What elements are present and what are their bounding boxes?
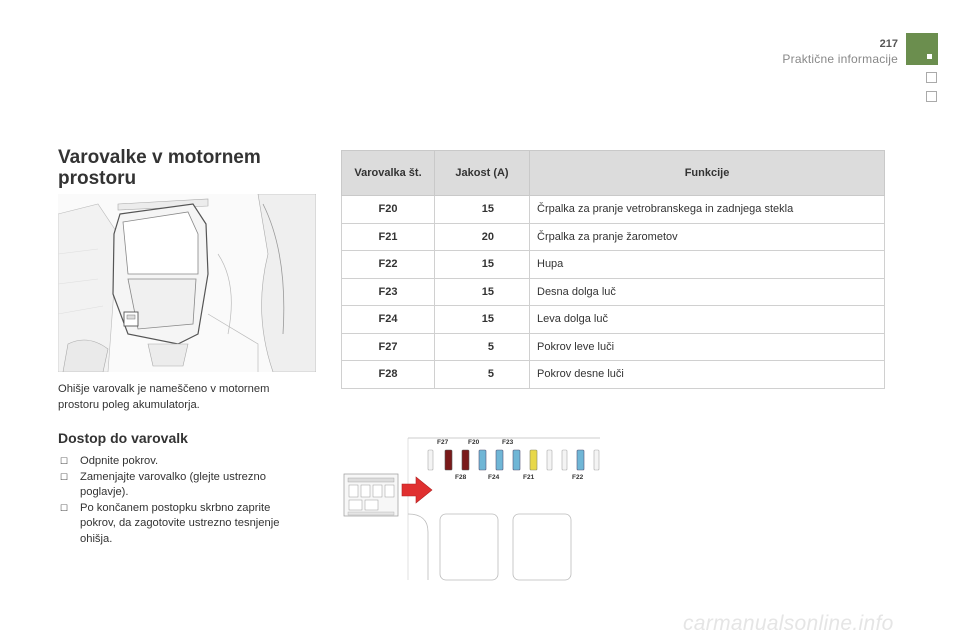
- section-title: Praktične informacije: [782, 52, 898, 66]
- fuse-label: F21: [523, 474, 535, 481]
- table-row: [342, 333, 885, 361]
- steps-list: [58, 454, 308, 547]
- fuse-number: F28: [342, 361, 435, 389]
- table-row: [342, 251, 885, 279]
- fuse-amperage: 5: [435, 333, 530, 361]
- column-header-functions: Funkcije: [530, 151, 885, 196]
- table-row: [342, 223, 885, 251]
- fuse-number: F24: [342, 306, 435, 334]
- fuse-function: Pokrov desne luči: [530, 361, 885, 389]
- fuse-f23: [513, 450, 520, 470]
- fuse-function: Črpalka za pranje žarometov: [530, 223, 885, 251]
- fuse-layout-diagram: [342, 432, 604, 584]
- fuse-f21: [530, 450, 537, 470]
- table-row: [342, 361, 885, 389]
- checkbox-bullet-icon: ☐: [60, 502, 69, 513]
- fuse-label: F27: [437, 439, 449, 446]
- page-title: Varovalke v motornem prostoru: [58, 147, 261, 189]
- intro-text: Ohišje varovalk je nameščeno v motornem prostoru poleg akumulatorja.: [58, 383, 270, 411]
- fuse-slot: [562, 450, 567, 470]
- column-header-amperage: Jakost (A): [435, 151, 530, 196]
- list-item: [58, 470, 308, 501]
- column-header-fuse: Varovalka št.: [342, 151, 435, 196]
- fuse-f27: [445, 450, 452, 470]
- fuse-amperage: 5: [435, 361, 530, 389]
- section-tab-active[interactable]: [906, 33, 938, 65]
- step-text: Po končanem postopku skrbno zaprite pokrov, da zagotovite ustrezno tesnjenje ohišja.: [80, 501, 280, 545]
- fuse-function: Desna dolga luč: [530, 278, 885, 306]
- list-item: [58, 454, 308, 470]
- fuse-slot: [547, 450, 552, 470]
- section-tab[interactable]: [926, 91, 937, 102]
- fuse-number: F20: [342, 196, 435, 224]
- fuse-function: Hupa: [530, 251, 885, 279]
- checkbox-bullet-icon: ☐: [60, 456, 69, 466]
- fuse-f24: [496, 450, 503, 470]
- step-text: Odpnite pokrov.: [80, 455, 159, 467]
- watermark: carmanualsonline.info: [683, 612, 894, 635]
- fuse-label: F28: [455, 474, 467, 481]
- table-row: [342, 278, 885, 306]
- fuse-f28: [462, 450, 469, 470]
- fuse-number: F22: [342, 251, 435, 279]
- page-number: 217: [879, 38, 898, 50]
- fusebox-overview-icon: [344, 474, 398, 516]
- fuse-amperage: 15: [435, 306, 530, 334]
- fuse-f20: [479, 450, 486, 470]
- fuse-number: F27: [342, 333, 435, 361]
- fuse-slot: [594, 450, 599, 470]
- list-item: [58, 501, 308, 548]
- fuse-amperage: 15: [435, 196, 530, 224]
- fuse-label: F20: [468, 439, 480, 446]
- table-row: [342, 306, 885, 334]
- tab-marker-icon: [927, 54, 932, 59]
- step-text: Zamenjajte varovalko (glejte ustrezno poglavje).: [80, 470, 266, 498]
- fuse-label: F24: [488, 474, 500, 481]
- fuse-slot: [428, 450, 433, 470]
- fuse-amperage: 15: [435, 251, 530, 279]
- fuse-f22: [577, 450, 584, 470]
- section-subtitle: Dostop do varovalk: [58, 430, 188, 446]
- fuse-number: F21: [342, 223, 435, 251]
- fuse-label: F23: [502, 439, 514, 446]
- checkbox-bullet-icon: ☐: [60, 471, 69, 482]
- engine-fusebox-photo: [58, 194, 316, 372]
- fuse-amperage: 20: [435, 223, 530, 251]
- fuse-function: Črpalka za pranje vetrobranskega in zadnjega stekla: [530, 196, 885, 224]
- fuse-number: F23: [342, 278, 435, 306]
- fuse-label: F22: [572, 474, 584, 481]
- section-tab[interactable]: [926, 72, 937, 83]
- table-header-row: [342, 151, 885, 196]
- fuse-function: Pokrov leve luči: [530, 333, 885, 361]
- table-row: [342, 196, 885, 224]
- fuse-amperage: 15: [435, 278, 530, 306]
- fuse-function: Leva dolga luč: [530, 306, 885, 334]
- fuse-table: [341, 150, 885, 389]
